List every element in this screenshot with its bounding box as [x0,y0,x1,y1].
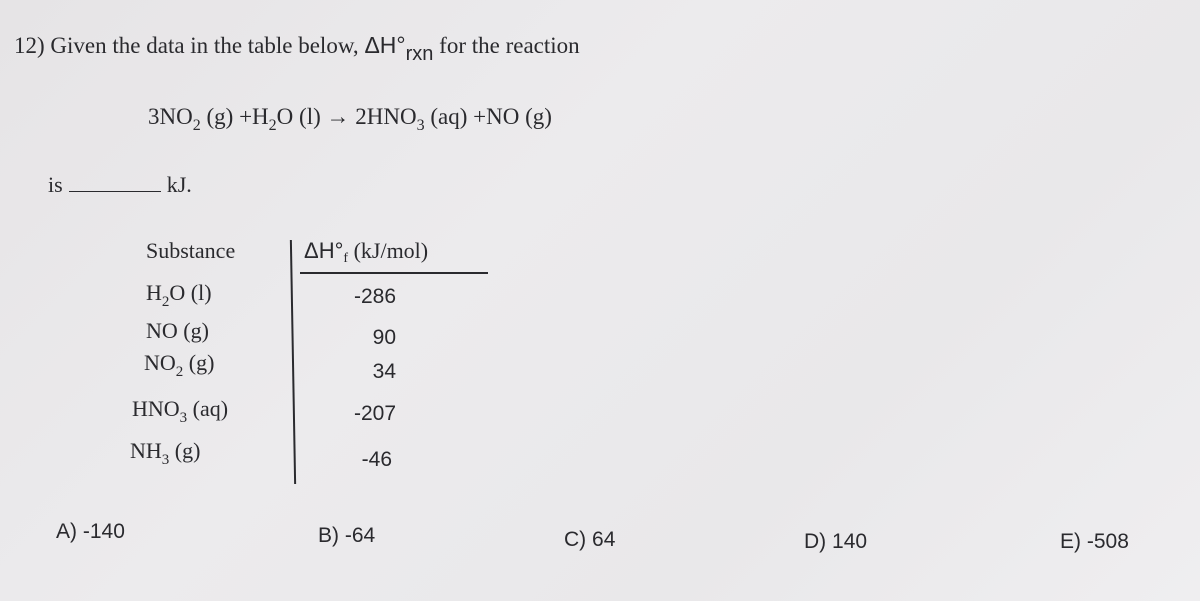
choice-a[interactable]: A) -140 [56,520,125,543]
table-row-value: -207 [353,402,396,425]
table-row-substance: $H_2O$ (l) [146,280,212,310]
choice-b[interactable]: B) -64 [318,524,376,547]
table-row-substance: NO (g) [146,318,209,343]
reactant-h2o: $H_2O$ [252,104,294,134]
table-header-rule [300,272,488,274]
choice-d[interactable]: D) 140 [804,530,868,553]
product-hno3: $2HNO_3$ [355,104,425,134]
reactant-h2o-state: (l) [299,104,321,129]
plus-sign: + [239,104,253,129]
table-row-value: 34 [372,360,396,383]
answer-prefix: is [48,172,63,197]
product-no-state: (g) [525,104,552,129]
question-text [14,32,580,66]
table-header-substance: Substance [146,238,236,263]
product-no: NO [486,104,520,129]
reaction-equation [148,104,552,135]
table-column-divider [290,240,296,484]
table-row-value: 90 [372,326,396,349]
table-row-value: -46 [361,448,392,471]
table-row-substance: $HNO_3$ (aq) [132,396,229,426]
question-number: 12) [14,33,45,58]
answer-line [48,172,192,198]
answer-unit: kJ. [166,172,192,197]
question-text-after: for the reaction [439,33,580,58]
choice-e[interactable]: E) -508 [1060,530,1129,553]
answer-blank[interactable] [69,173,161,192]
table-header-enthalpy: $\Delta H^\circ_f$ (kJ/mol) [304,238,429,266]
reaction-arrow: → [326,104,350,129]
reactant-no2-state: (g) [206,104,234,129]
choice-c[interactable]: C) 64 [564,528,616,551]
product-hno3-state: (aq) [430,104,468,129]
question-text-before: Given the data in the table below, [50,33,359,58]
table-row-substance: $NH_3$ (g) [130,438,201,468]
plus-sign: + [473,104,487,129]
table-row-value: -286 [353,285,396,308]
delta-h-subscript: rxn [405,43,434,65]
table-row-substance: $NO_2$ (g) [144,350,215,380]
delta-h-symbol: ΔH° [364,32,406,58]
reactant-no2: $3NO_2$ [148,104,201,134]
